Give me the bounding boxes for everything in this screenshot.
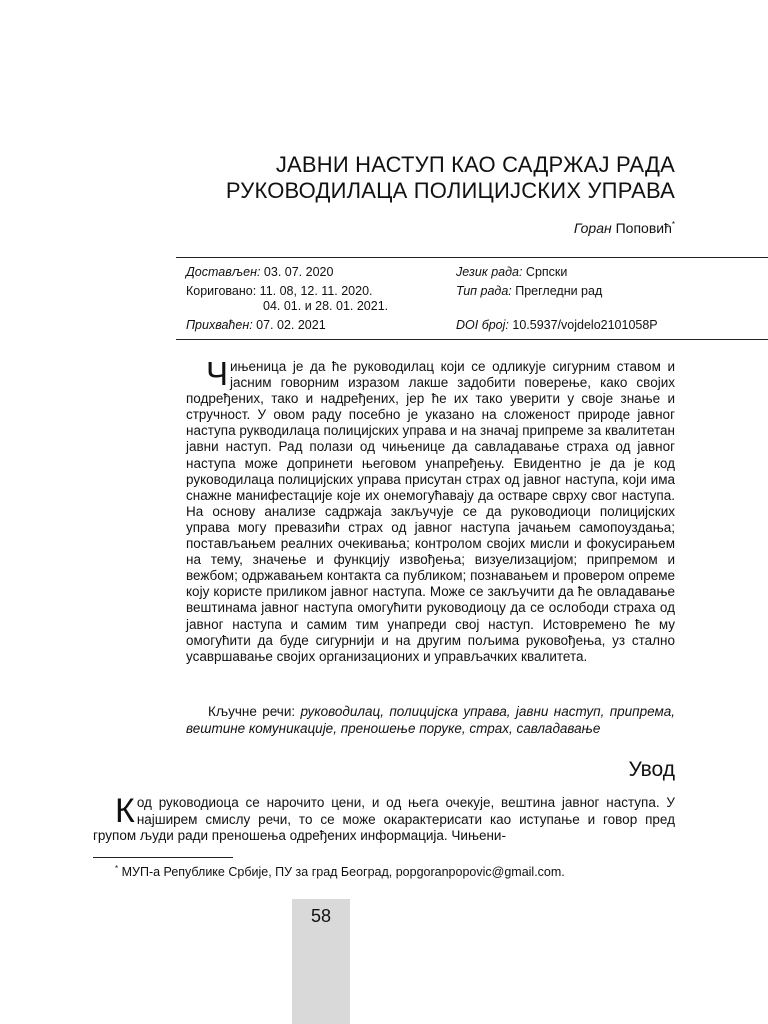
doi-label: DOI број: [456, 318, 509, 332]
intro-drop-cap: К [115, 792, 135, 830]
doi-value: 10.5937/vojdelo2101058P [512, 318, 658, 332]
keywords-label: Кључне речи: [208, 704, 296, 719]
accepted-label: Прихваћен: [186, 318, 253, 332]
meta-corrected [186, 284, 373, 299]
author-name [574, 220, 675, 236]
meta-type [456, 284, 602, 299]
footnote-mark: * [115, 864, 119, 873]
language-label: Језик рада: [456, 265, 523, 279]
intro-text: од руководиоца се нарочито цени, и од њега очекује, вештина јавног наступа. У најширем смислу речи, то се може окарактерисати као иступање и говор пред групом људи ради преношења одређених информација. Чињени- [93, 795, 675, 843]
type-label: Тип рада: [456, 284, 512, 298]
language-value: Српски [525, 265, 568, 279]
corrected-label: Кориговано: [186, 284, 257, 298]
meta-language [456, 265, 567, 280]
author-first-name: Горан [573, 220, 612, 236]
title-line-2: РУКОВОДИЛАЦА ПОЛИЦИЈСКИХ УПРАВА [225, 178, 675, 203]
intro-paragraph [93, 792, 675, 845]
meta-top-rule [176, 257, 768, 258]
footnote-rule [93, 857, 233, 858]
abstract [186, 355, 675, 665]
article-title [115, 152, 675, 204]
page-number: 58 [310, 906, 332, 926]
type-value: Прегледни рад [515, 284, 603, 298]
title-line-1: ЈАВНИ НАСТУП КАО САДРЖАЈ РАДА [275, 152, 675, 177]
footnote [115, 864, 565, 879]
accepted-date: 07. 02. 2021 [256, 318, 326, 332]
page-number-tab [292, 899, 350, 1024]
meta-received [186, 265, 333, 280]
abstract-text: ињеница је да ће руководилац који се одликује сигурним ставом и јасним говорним изразом лакше задобити поверење, како својих подређених, тако и надређених, јер ће их тако уверити у своје знање и стручност. У овом раду посебно је указано на сложеност природе јавног наступа рукводилаца полицијских управа и на значај припреме за квалитетан јавни наступ. Рад полази од чињенице да савладавање страха од јавног наступа може допринети његовом унапређењу. Евидентно је да је код руководилаца полицијских управа присутан страх од јавног наступа, који има снажне манифестације које их онемогућавају да остваре сврху свог наступа. На основу анализе садржаја закључује се да руководиоци полицијских управа могу превазићи страх од јавног наступа јачањем самопоуздања; постављањем реалних очекивања; контролом својих мисли и фокусирањем на тему, значење и функцију извођења; визуелизацијом; припремом и вежбом; одржавањем контакта са публиком; познавањем и провером опреме коју користе приликом јавног наступа. Може се закључити да ће овладавање вештинама јавног наступа омогућити руководиоцу да се ослободи страха од јавног наступа и самим тим унапреди свој наступ. Истовремено ће му омогућити да буде сигурнији и на другим пољима руковођења, уз стално усавршавање својих организационих и управљачких квалитета. [186, 359, 675, 664]
meta-accepted [186, 318, 326, 333]
received-date: 03. 07. 2020 [263, 265, 334, 279]
received-label: Достављен: [186, 265, 261, 279]
section-heading-introduction: Увод [628, 758, 675, 781]
keywords-text: руководилац, полицијска управа, јавни наступ, припрема, вештине комуникације, преношење поруке, страх, савладавање [186, 704, 675, 736]
abstract-drop-cap: Ч [206, 355, 228, 392]
keywords [186, 704, 675, 737]
corrected-dates-2: 04. 01. и 28. 01. 2021. [263, 299, 389, 313]
meta-bottom-rule [176, 339, 768, 340]
author-footnote-mark: * [671, 220, 675, 229]
meta-doi [456, 318, 658, 333]
author-last-name: Поповић [615, 220, 672, 236]
footnote-text: МУП-а Републике Србије, ПУ за град Београд, popgoranpopovic@gmail.com. [121, 865, 565, 879]
corrected-dates-1: 11. 08, 12. 11. 2020. [259, 284, 373, 298]
